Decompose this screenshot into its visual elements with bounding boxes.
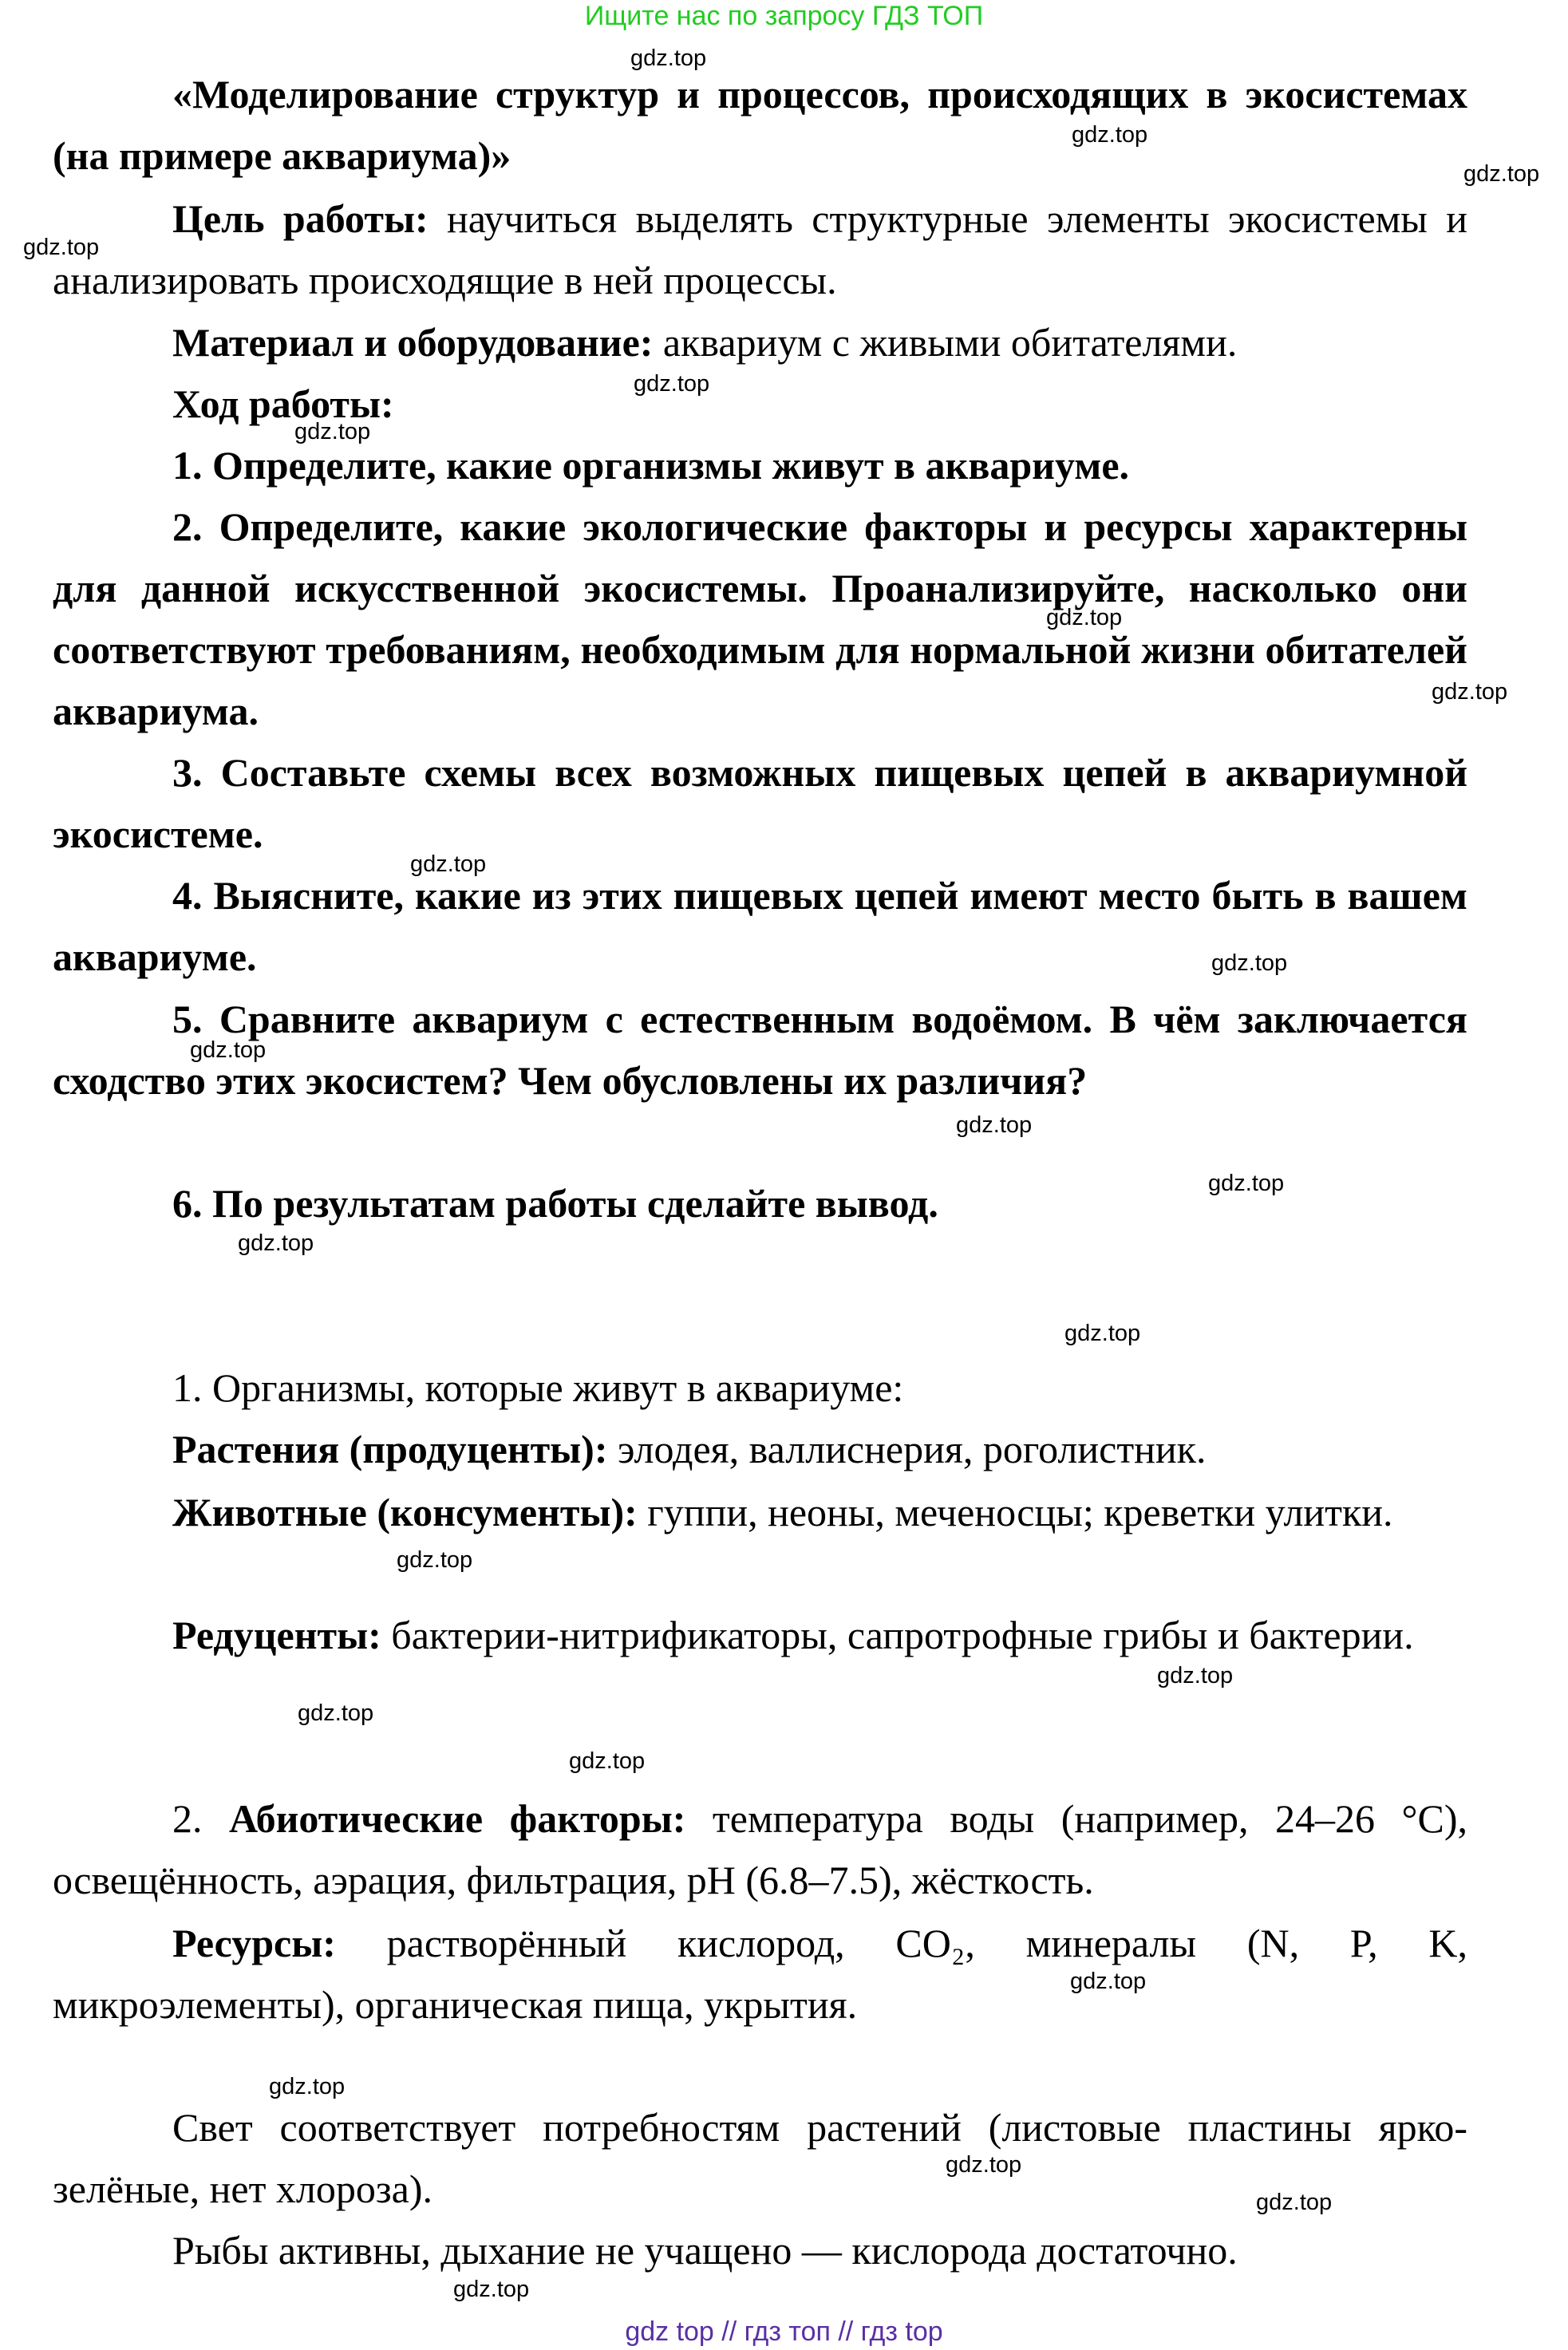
watermark: gdz.top [1208,1171,1285,1196]
animals-paragraph [53,1482,1467,1543]
watermark: gdz.top [190,1037,267,1063]
answer-1-intro: 1. Организмы, которые живут в аквариуме: [172,1365,904,1410]
watermark: gdz.top [1211,950,1288,976]
abiotic-paragraph [53,1788,1467,1911]
goal-text: научиться выделять структурные элементы экосистемы и анализировать происходящие в ней процессы. [53,196,1467,302]
watermark: gdz.top [269,2074,346,2099]
search-banner: Ищите нас по запросу ГДЗ ТОП [584,1,984,31]
reducers-text: бактерии-нитрификаторы, сапротрофные грибы и бактерии. [381,1613,1414,1657]
plants-paragraph [53,1419,1467,1480]
goal-label: Цель работы: [172,196,429,241]
reducers-label: Редуценты: [172,1613,381,1657]
step-4: 4. Выясните, какие из этих пищевых цепей имеют место быть в вашем аквариуме. [53,873,1467,979]
watermark: gdz.top [1064,1321,1141,1346]
watermark: gdz.top [1072,122,1148,148]
watermark: gdz.top [946,2152,1022,2178]
watermark: gdz.top [956,1112,1033,1138]
step-5: 5. Сравните аквариум с естественным водоёмом. В чём заключается сходство этих экосистем? Чем обусловлены их различия? [53,997,1467,1103]
watermark: gdz.top [453,2277,530,2302]
watermark: gdz.top [1432,679,1508,705]
abiotic-text: температура воды (например, 24–26 °C), освещённость, аэрация, фильтрация, pH (6.8–7.5), жёсткость. [53,1796,1468,1902]
step-2: 2. Определите, какие экологические факторы и ресурсы характерны для данной искусственной экосистемы. Проанализируйте, насколько они соответствуют требованиям, необходимым для нормальной жизни обитателей аквариума. [53,504,1467,733]
light-paragraph: Свет соответствует потребностям растений (листовые пластины ярко-зелёные, нет хлороза). [53,2105,1467,2211]
watermark: gdz.top [1046,605,1123,630]
resources-paragraph [53,1913,1467,2036]
material-label: Материал и оборудование: [172,320,654,365]
resources-label: Ресурсы: [172,1921,336,1965]
watermark: gdz.top [1070,1969,1147,1994]
page-title: «Моделирование структур и процессов, происходящих в экосистемах (на примере аквариума)» [53,72,1467,178]
watermark: gdz.top [23,235,100,260]
step-6: 6. По результатам работы сделайте вывод. [172,1181,938,1226]
watermark: gdz.top [410,851,487,877]
watermark: gdz.top [630,45,707,71]
watermark: gdz.top [569,1748,646,1774]
watermark: gdz.top [397,1547,473,1573]
animals-text: гуппи, неоны, меченосцы; креветки улитки. [637,1490,1393,1534]
watermark: gdz.top [294,419,371,444]
watermark: gdz.top [298,1700,374,1726]
watermark: gdz.top [1463,161,1540,187]
abiotic-label: Абиотические факторы: [229,1796,686,1841]
plants-label: Растения (продуценты): [172,1427,608,1471]
watermark: gdz.top [1256,2190,1333,2215]
animals-label: Животные (консументы): [172,1490,638,1534]
plants-text: элодея, валлиснерия, роголистник. [607,1427,1207,1471]
material-paragraph [53,312,1467,373]
reducers-paragraph [53,1605,1467,1666]
resources-text: растворённый кислород, CO₂, минералы (N, P, K, микроэлементы), органическая пища, укрытия. [53,1921,1467,2027]
answer-2-number: 2. [172,1796,230,1841]
step-3: 3. Составьте схемы всех возможных пищевых цепей в аквариумной экосистеме. [53,750,1467,856]
procedure-heading: Ход работы: [172,381,394,426]
watermark: gdz.top [1157,1663,1234,1688]
watermark: gdz.top [238,1230,314,1256]
material-text: аквариум с живыми обитателями. [653,320,1238,365]
fish-paragraph: Рыбы активны, дыхание не учащено — кислорода достаточно. [172,2228,1238,2273]
step-1: 1. Определите, какие организмы живут в аквариуме. [172,443,1130,488]
goal-paragraph [53,188,1467,311]
footer-links[interactable]: gdz top // гдз топ // гдз top [625,2316,943,2347]
watermark: gdz.top [634,371,710,397]
